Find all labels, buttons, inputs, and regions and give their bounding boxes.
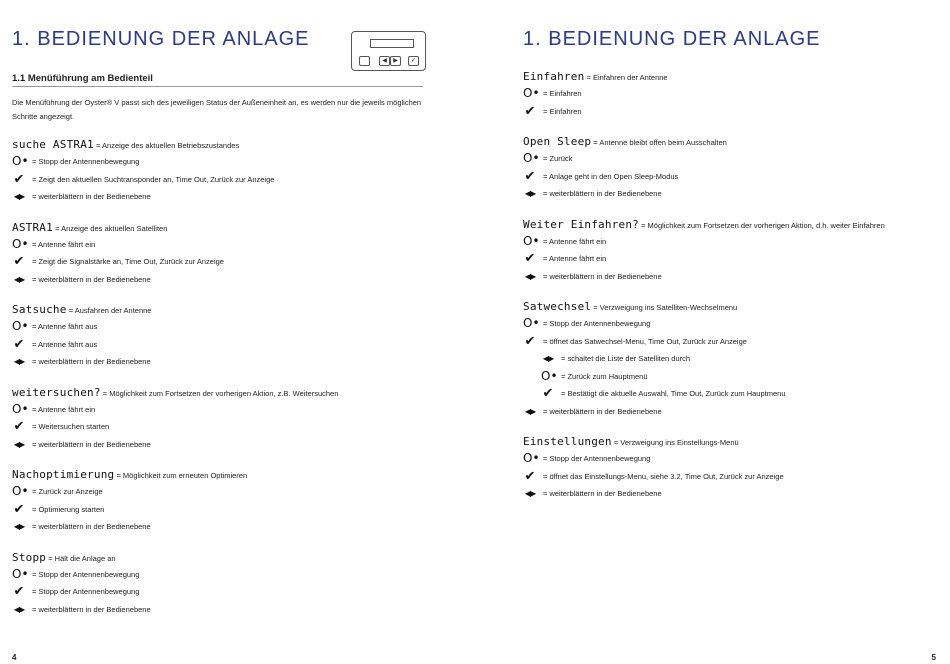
key-icon: O• [523,316,540,330]
key-icon: O• [12,154,29,168]
display-text: suche ASTRA1 [12,138,94,151]
display-text: Weiter Einfahren? [523,217,639,231]
action-row [523,485,739,503]
left-right-arrows-icon: ◀▶ [13,357,25,366]
check-icon: ✔ [524,333,536,349]
key-icon: O• [12,484,29,498]
display-text: Einfahren [523,70,585,83]
action-row [523,185,727,203]
menu-entry-heading [523,434,739,450]
action-row [523,385,786,403]
action-row [12,318,151,336]
entry-description: = Möglichkeit zum Fortsetzen der vorherigen Aktion, z.B. Weitersuchen [102,388,339,398]
entry-description: = Verzweigung ins Einstellungs-Menü [613,438,739,447]
menu-section [12,302,151,371]
key-icon: O• [12,236,29,251]
entry-description: = Möglichkeit zum erneuten Optimieren [116,471,248,480]
action-row [12,518,247,536]
entry-description: = Antenne bleibt offen beim Ausschalten [593,138,727,147]
check-icon: ✔ [13,584,25,599]
menu-section [523,134,727,203]
left-right-arrows-icon: ◀▶ [13,604,25,614]
menu-entry-heading [12,302,151,318]
action-description: = Anlage geht in den Open Sleep-Modus [543,171,679,181]
action-row [12,171,275,189]
key-icon: O• [541,368,558,383]
check-icon: ✔ [542,386,554,401]
action-row [523,350,737,368]
action-description: = schaltet die Liste der Satelliten durch [561,354,691,363]
action-description: = Stopp der Antennenbewegung [543,454,651,463]
menu-section [523,217,885,286]
action-row [12,601,151,619]
action-description: = weiterblättern in der Bedienebene [32,604,151,614]
menu-section [12,220,224,289]
check-icon: ✔ [524,168,536,184]
key-icon: O• [523,451,540,465]
action-description: = Antenne fährt ein [543,236,607,246]
entry-description: = Einfahren der Antenne [586,73,668,82]
left-right-arrows-icon: ◀▶ [13,274,25,284]
right-page [475,0,950,664]
action-description: = weiterblättern in der Bedienebene [32,439,151,449]
action-description: = Einfahren [543,89,582,98]
menu-section [12,550,151,619]
action-description: = weiterblättern in der Bedienebene [32,522,151,531]
action-row [12,353,151,371]
menu-section [523,434,784,503]
action-row [12,153,239,171]
action-row [12,401,338,419]
left-right-arrows-icon: ◀▶ [524,489,536,498]
action-description: = weiterblättern in der Bedienebene [32,274,151,284]
action-description: = Zurück zur Anzeige [32,487,103,496]
action-row [12,188,239,206]
menu-section [523,69,668,120]
left-right-arrows-icon: ◀▶ [524,271,536,281]
check-icon: ✔ [13,171,25,187]
action-description: = Antenne fährt aus [32,339,98,349]
key-icon: O• [523,151,540,165]
action-description: = Weitersuchen starten [32,422,110,431]
check-icon: ✔ [13,501,25,517]
action-row [12,271,167,289]
entry-description: = Anzeige des aktuellen Satelliten [55,223,168,233]
menu-entry-heading [12,385,338,401]
action-row [12,501,247,519]
action-row [523,168,727,186]
action-row [523,85,668,103]
key-icon: O• [12,566,29,581]
action-row [523,450,739,468]
display-text: Open Sleep [523,135,592,148]
left-right-arrows-icon: ◀▶ [13,522,25,531]
action-description: = weiterblättern in der Bedienebene [543,189,662,198]
action-row [12,566,140,584]
key-icon: O• [523,233,540,248]
key-icon: O• [12,401,29,416]
page-number: 4 [12,653,17,662]
check-icon: ✔ [13,336,25,352]
action-description: = Optimierung starten [32,504,105,514]
menu-entry-heading [12,137,239,153]
menu-section [12,137,275,206]
action-row [12,436,338,454]
action-description: = Zeigt die Signalstärke an, Time Out, Zurück zur Anzeige [32,257,224,266]
entry-description: = Möglichkeit zum Fortsetzen der vorherigen Aktion, d.h. weiter Einfahren [641,220,885,230]
entry-description: = Anzeige des aktuellen Betriebszustandes [95,141,240,150]
action-row [523,233,885,251]
display-text: Stopp [12,550,47,564]
entry-description: = Hält die Anlage an [48,553,116,563]
action-row [523,403,737,421]
control-panel-illustration [351,31,426,71]
entry-description: = Ausfahren der Antenne [68,306,152,315]
check-button-icon: ✓ [408,56,419,66]
menu-section [523,299,786,420]
action-description: = Antenne fährt aus [32,322,98,331]
menu-entry-heading [523,134,727,150]
action-description: = Stopp der Antennenbewegung [543,319,651,328]
left-page [0,0,470,664]
left-right-arrows-icon: ◀▶ [13,192,25,201]
check-icon: ✔ [13,419,25,434]
action-description: = Stopp der Antennenbewegung [32,587,140,596]
action-description: = Antenne fährt ein [32,404,96,414]
left-right-arrows-icon: ◀▶ [524,406,536,416]
action-row [523,150,727,168]
menu-entry-heading [12,467,247,483]
action-description: = weiterblättern in der Bedienebene [543,271,662,281]
display-text: weitersuchen? [12,385,101,399]
action-row [523,103,668,121]
action-row [12,583,140,601]
action-row [523,468,784,486]
action-row [523,250,885,268]
menu-section [12,385,338,454]
action-row [12,418,338,436]
action-description: = öffnet das Satwechsel-Menu, Time Out, Zurück zur Anzeige [543,336,747,346]
display-text: ASTRA1 [12,220,53,234]
action-description: = Zurück [543,154,573,163]
action-description: = weiterblättern in der Bedienebene [32,357,151,366]
section-subheading: 1.1 Menüführung am Bedienteil [12,73,153,84]
action-description: = öffnet das Einstellungs-Menu, siehe 3.2, Time Out, Zurück zur Anzeige [543,471,784,481]
action-description: = Stopp der Antennenbewegung [32,569,140,579]
page-title: 1. BEDIENUNG DER ANLAGE [523,28,821,50]
check-icon: ✔ [524,251,536,266]
check-icon: ✔ [524,103,536,119]
action-description: = weiterblättern in der Bedienebene [32,192,151,201]
action-description: = Antenne fährt ein [543,254,607,263]
key-button-icon [359,56,370,66]
action-description: = Zurück zum Hauptmenü [561,371,648,381]
left-right-arrows-icon: ◀▶ [542,354,554,363]
menu-entry-heading [523,69,668,85]
action-row [12,483,247,501]
menu-entry-heading [523,299,737,315]
action-row [523,268,885,286]
display-text: Satwechsel [523,300,592,313]
display-text: Einstellungen [523,435,612,448]
action-description: = Zeigt den aktuellen Suchtransponder an, Time Out, Zurück zur Anzeige [32,174,275,184]
display-text: Nachoptimierung [12,468,115,481]
action-description: = weiterblättern in der Bedienebene [543,489,662,498]
page-title: 1. BEDIENUNG DER ANLAGE [12,28,310,50]
action-description: = Bestätigt die aktuelle Auswahl, Time Out, Zurück zum Hauptmenu [561,389,786,398]
key-icon: O• [12,319,29,333]
right-arrow-button-icon: ▶ [390,56,401,66]
left-arrow-button-icon: ◀ [379,56,390,66]
check-icon: ✔ [524,468,536,484]
left-right-arrows-icon: ◀▶ [524,189,536,198]
menu-entry-heading [12,550,116,566]
action-row [523,315,737,333]
menu-entry-heading [523,217,885,233]
action-description: = Stopp der Antennenbewegung [32,157,140,166]
page-number: 5 [931,653,936,662]
display-icon [370,39,414,48]
menu-entry-heading [12,220,167,236]
entry-description: = Verzweigung ins Satelliten-Wechselmenu [593,303,738,312]
action-row [12,253,224,271]
intro-paragraph: Die Menüführung der Oyster® V passt sich des jeweiligen Status der Außeneinheit an, es werden nur die jeweils möglichen Schritte angezeigt. [12,98,422,121]
action-row [523,368,737,386]
check-icon: ✔ [13,254,25,269]
action-row [12,236,167,254]
action-row [523,333,747,351]
action-row [12,336,151,354]
action-description: = weiterblättern in der Bedienebene [543,406,662,416]
action-description: = Antenne fährt ein [32,239,96,249]
key-icon: O• [523,86,540,100]
divider [12,86,423,87]
menu-section [12,467,247,536]
left-right-arrows-icon: ◀▶ [13,439,25,449]
display-text: Satsuche [12,303,67,316]
action-description: = Einfahren [543,106,582,116]
